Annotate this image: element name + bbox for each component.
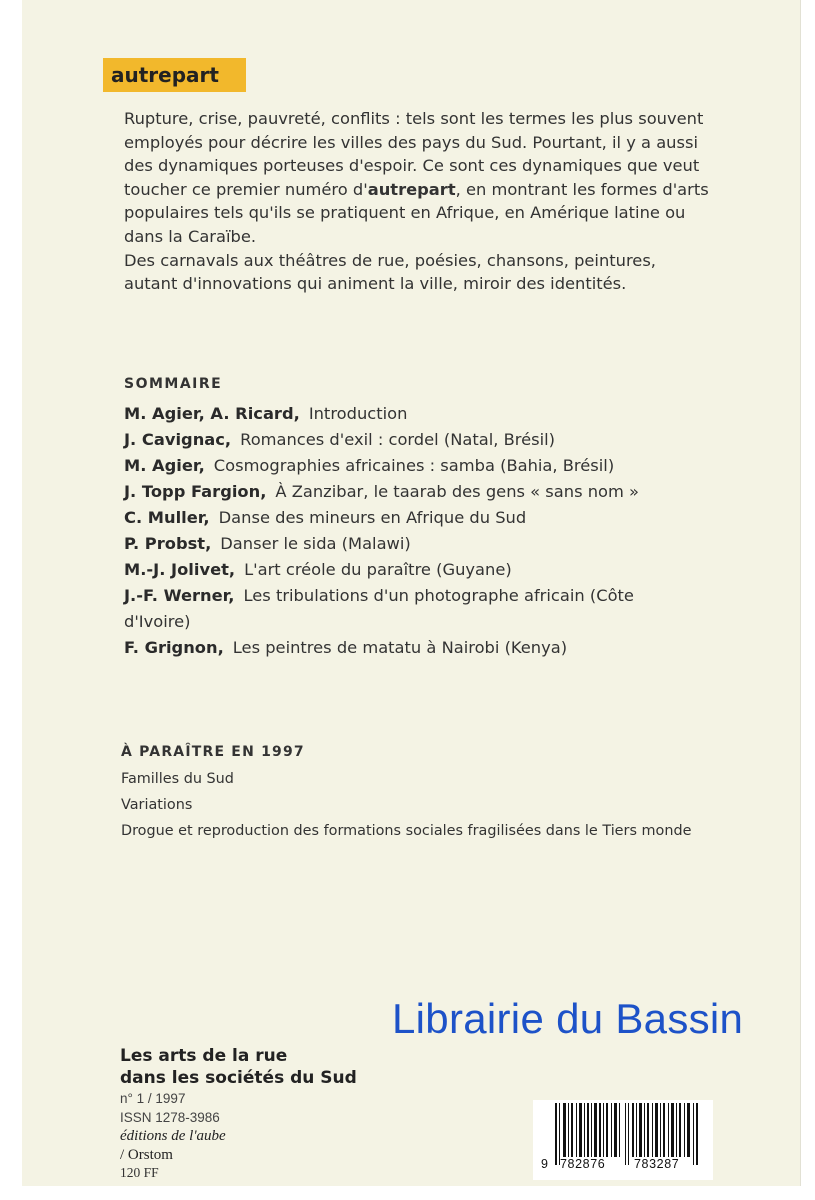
issue-title: Les arts de la rue dans les sociétés du Sud bbox=[120, 1046, 357, 1088]
toc-entry: J. Topp Fargion, À Zanzibar, le taarab des gens « sans nom » bbox=[124, 482, 640, 501]
toc-entry: M.-J. Jolivet, L'art créole du paraître (Guyane) bbox=[124, 560, 512, 579]
toc-entry: M. Agier, A. Ricard, Introduction bbox=[124, 404, 408, 423]
intro-paragraph-2: Des carnavals aux théâtres de rue, poésies, chansons, peintures, autant d'innovations qui animent la ville, miroir des identités. bbox=[124, 250, 656, 294]
toc-entry: J. Cavignac, Romances d'exil : cordel (Natal, Brésil) bbox=[124, 430, 556, 449]
barcode-bars-icon bbox=[555, 1103, 707, 1165]
sommaire-heading: SOMMAIRE bbox=[124, 376, 223, 392]
issn: ISSN 1278-3986 bbox=[120, 1109, 220, 1125]
issue-meta bbox=[120, 1090, 226, 1183]
forthcoming-item: Familles du Sud bbox=[121, 771, 234, 787]
intro-brand: autrepart bbox=[367, 179, 456, 199]
toc-entry: J.-F. Werner, Les tribulations d'un photographe africain (Côte d'Ivoire) bbox=[124, 586, 634, 631]
toc-entry: F. Grignon, Les peintres de matatu à Nairobi (Kenya) bbox=[124, 638, 568, 657]
forthcoming-item: Variations bbox=[121, 797, 193, 813]
forthcoming-item: Drogue et reproduction des formations sociales fragilisées dans le Tiers monde bbox=[121, 823, 692, 839]
watermark-text: Librairie du Bassin bbox=[392, 995, 744, 1042]
publisher: éditions de l'aube / Orstom bbox=[120, 1128, 226, 1163]
price: 120 FF bbox=[120, 1165, 159, 1180]
intro-text bbox=[124, 107, 714, 296]
barcode: 9 782876 783287 bbox=[533, 1100, 713, 1180]
table-of-contents bbox=[124, 401, 684, 661]
brand-label: autrepart bbox=[103, 58, 246, 92]
forthcoming-list bbox=[121, 766, 701, 844]
intro-paragraph-1: Rupture, crise, pauvreté, conflits : tels sont les termes les plus souvent employés pour décrire les villes des pays du Sud. Pourtant, il y a aussi des dynamiques porteuses d'espoir. Ce sont ces dynamiques que veut toucher ce premier numéro d'autrepart, en montrant les formes d'arts populaires tels qu'ils se pratiquent en Afrique, en Amérique latine ou dans la Caraïbe. bbox=[124, 109, 709, 246]
issue-number: n° 1 / 1997 bbox=[120, 1091, 186, 1106]
forthcoming-heading: À PARAÎTRE EN 1997 bbox=[121, 744, 305, 760]
toc-entry: P. Probst, Danser le sida (Malawi) bbox=[124, 534, 411, 553]
toc-entry: M. Agier, Cosmographies africaines : samba (Bahia, Brésil) bbox=[124, 456, 615, 475]
toc-entry: C. Muller, Danse des mineurs en Afrique du Sud bbox=[124, 508, 527, 527]
